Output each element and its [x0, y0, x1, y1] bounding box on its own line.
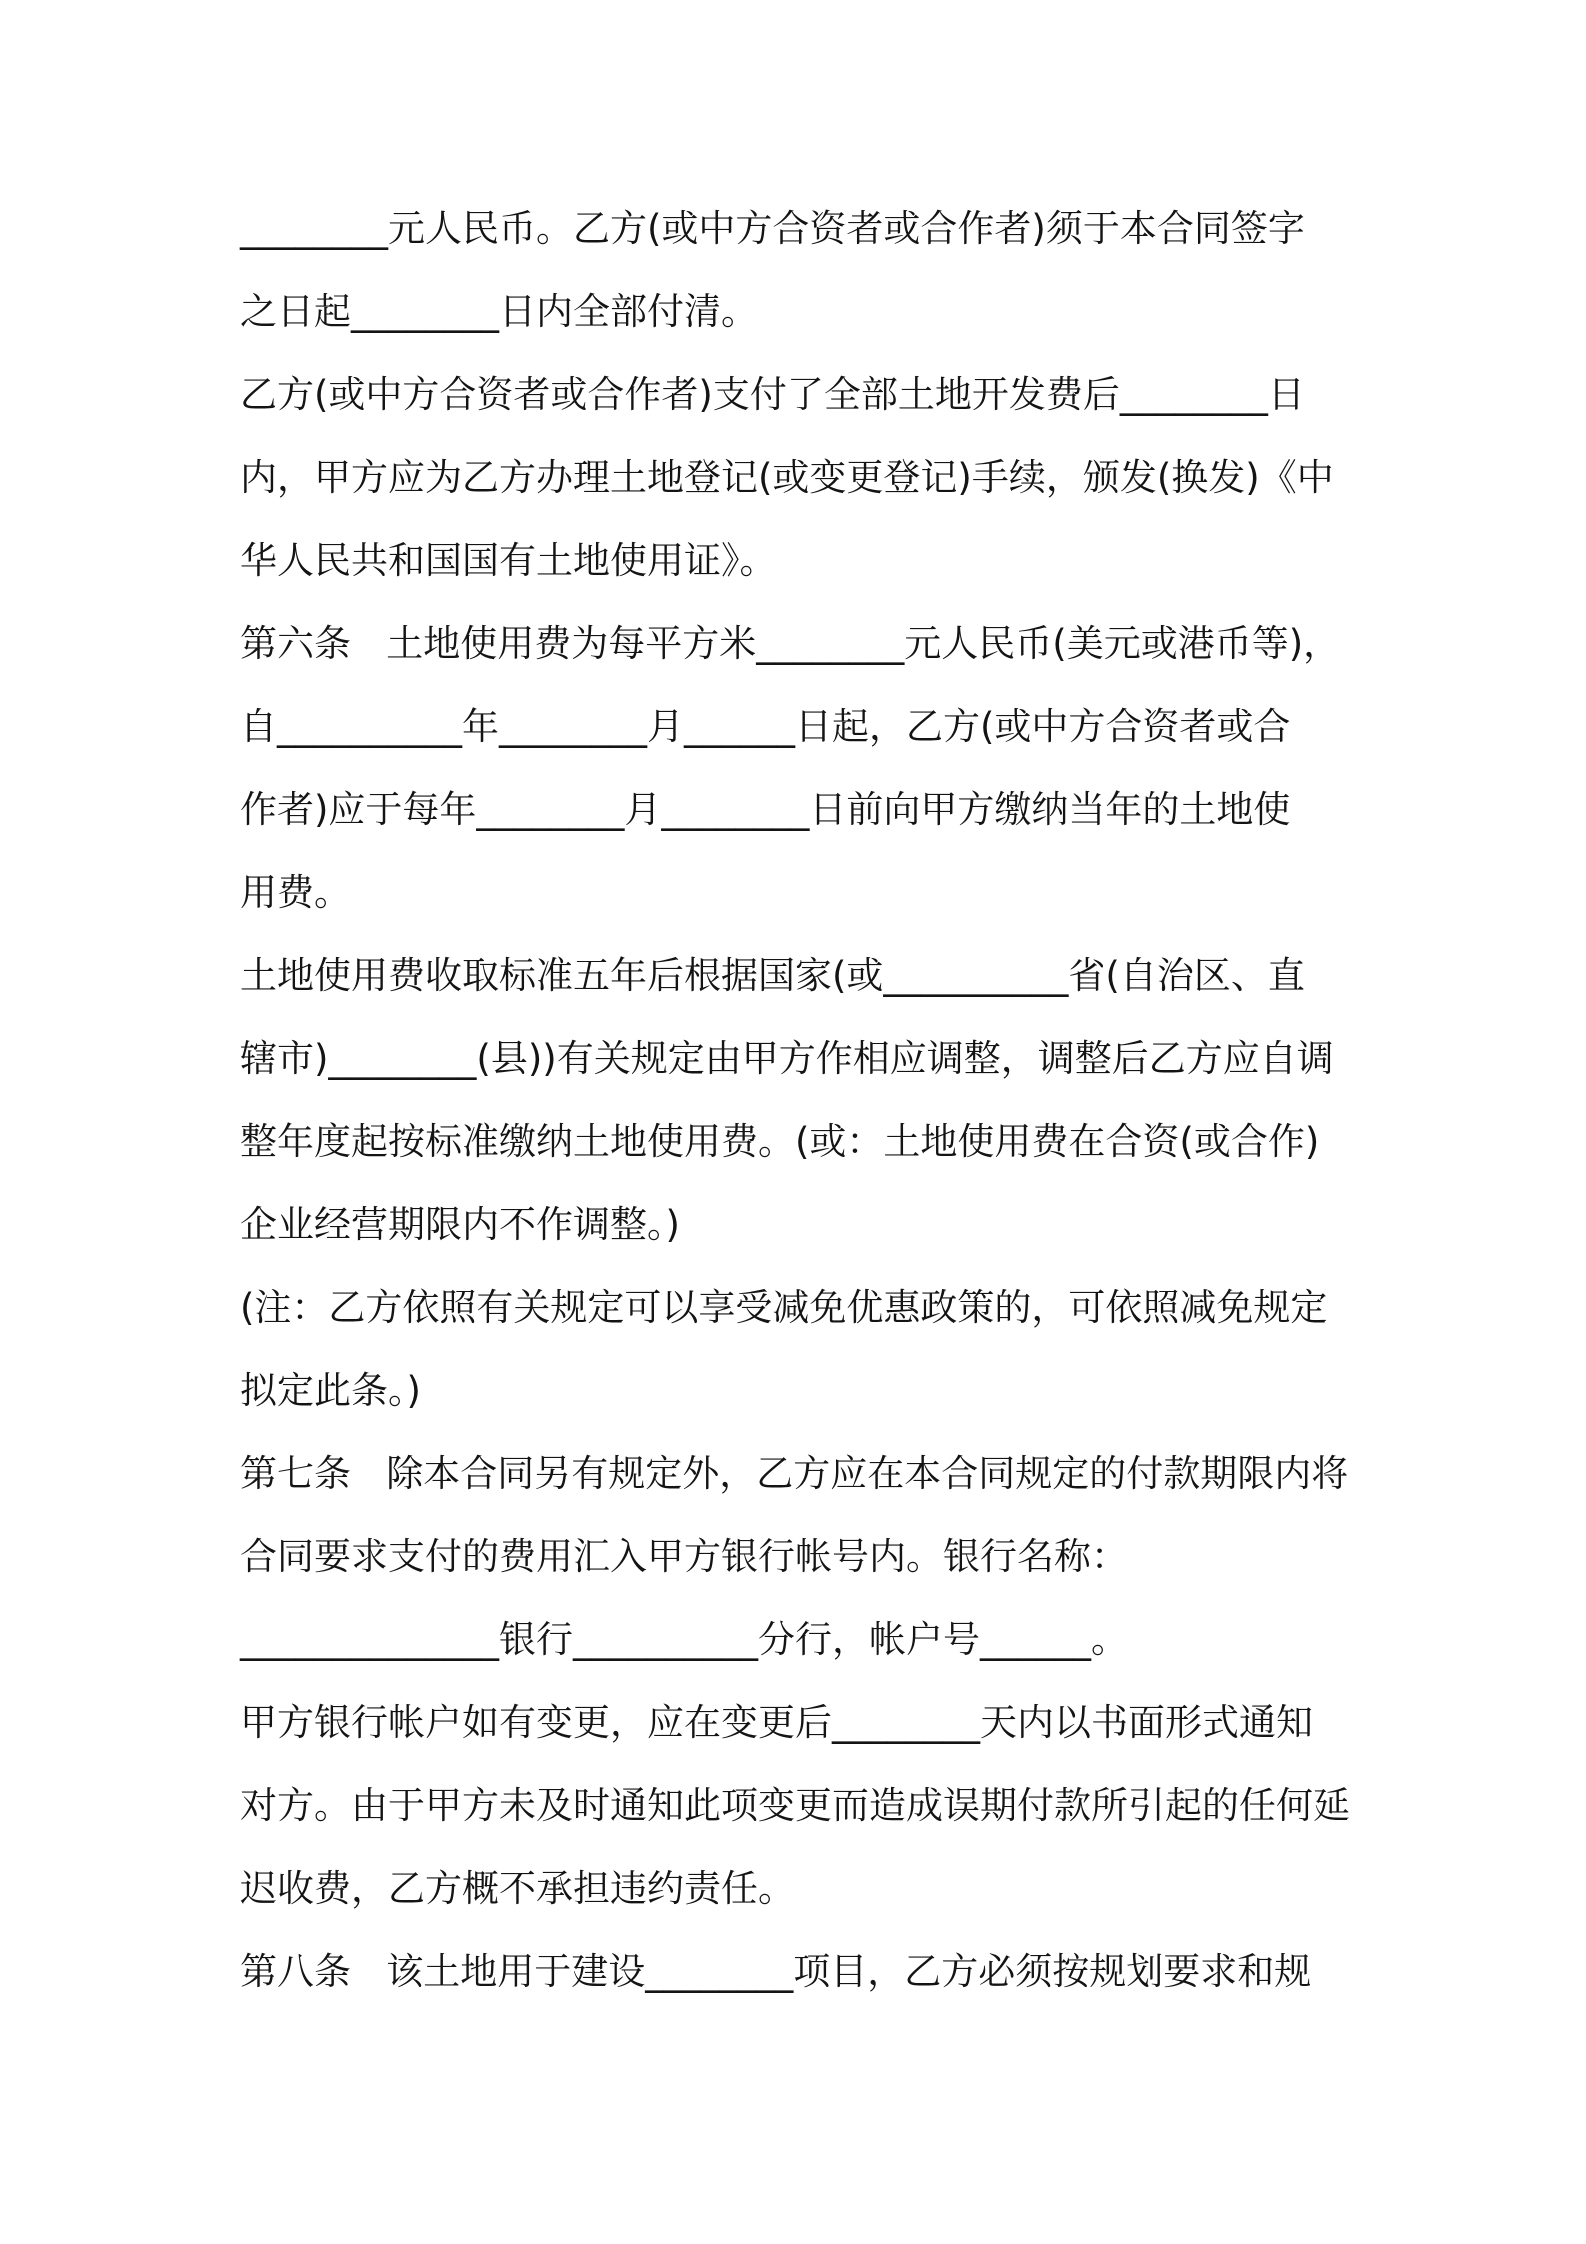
text-line: 自__________年________月______日起，乙方(或中方合资者或合: [240, 705, 1291, 748]
text-line: 作者)应于每年________月________日前向甲方缴纳当年的土地使: [240, 788, 1291, 831]
text-line: 土地使用费收取标准五年后根据国家(或__________省(自治区、直: [240, 954, 1305, 997]
text-line: 合同要求支付的费用汇入甲方银行帐号内。银行名称：: [240, 1535, 1128, 1578]
text-line: 内，甲方应为乙方办理土地登记(或变更登记)手续，颁发(换发)《中: [240, 456, 1334, 499]
text-line: ________元人民币。乙方(或中方合资者或合作者)须于本合同签字: [240, 207, 1305, 250]
text-line: 乙方(或中方合资者或合作者)支付了全部土地开发费后________日: [240, 373, 1305, 416]
text-line: 整年度起按标准缴纳土地使用费。(或：土地使用费在合资(或合作): [240, 1120, 1320, 1163]
text-line: 之日起________日内全部付清。: [240, 290, 758, 333]
text-line: 迟收费，乙方概不承担违约责任。: [240, 1867, 795, 1910]
bank-account-line: ______________银行__________分行，帐户号______。: [240, 1618, 1128, 1661]
article-8-heading-line: 第八条 该土地用于建设________项目，乙方必须按规划要求和规: [240, 1950, 1312, 1993]
note-line: 拟定此条。): [240, 1369, 421, 1412]
note-line: (注：乙方依照有关规定可以享受减免优惠政策的，可依照减免规定: [240, 1286, 1328, 1329]
article-6-heading-line: 第六条 土地使用费为每平方米________元人民币(美元或港币等)，: [240, 622, 1341, 665]
text-line: 华人民共和国国有土地使用证》。: [240, 539, 777, 582]
article-7-heading-line: 第七条 除本合同另有规定外，乙方应在本合同规定的付款期限内将: [240, 1452, 1349, 1495]
text-line: 企业经营期限内不作调整。): [240, 1203, 680, 1246]
text-line: 辖市)________(县))有关规定由甲方作相应调整，调整后乙方应自调: [240, 1037, 1334, 1080]
text-line: 对方。由于甲方未及时通知此项变更而造成误期付款所引起的任何延: [240, 1784, 1350, 1827]
text-line: 甲方银行帐户如有变更，应在变更后________天内以书面形式通知: [240, 1701, 1313, 1744]
text-line: 用费。: [240, 871, 351, 914]
